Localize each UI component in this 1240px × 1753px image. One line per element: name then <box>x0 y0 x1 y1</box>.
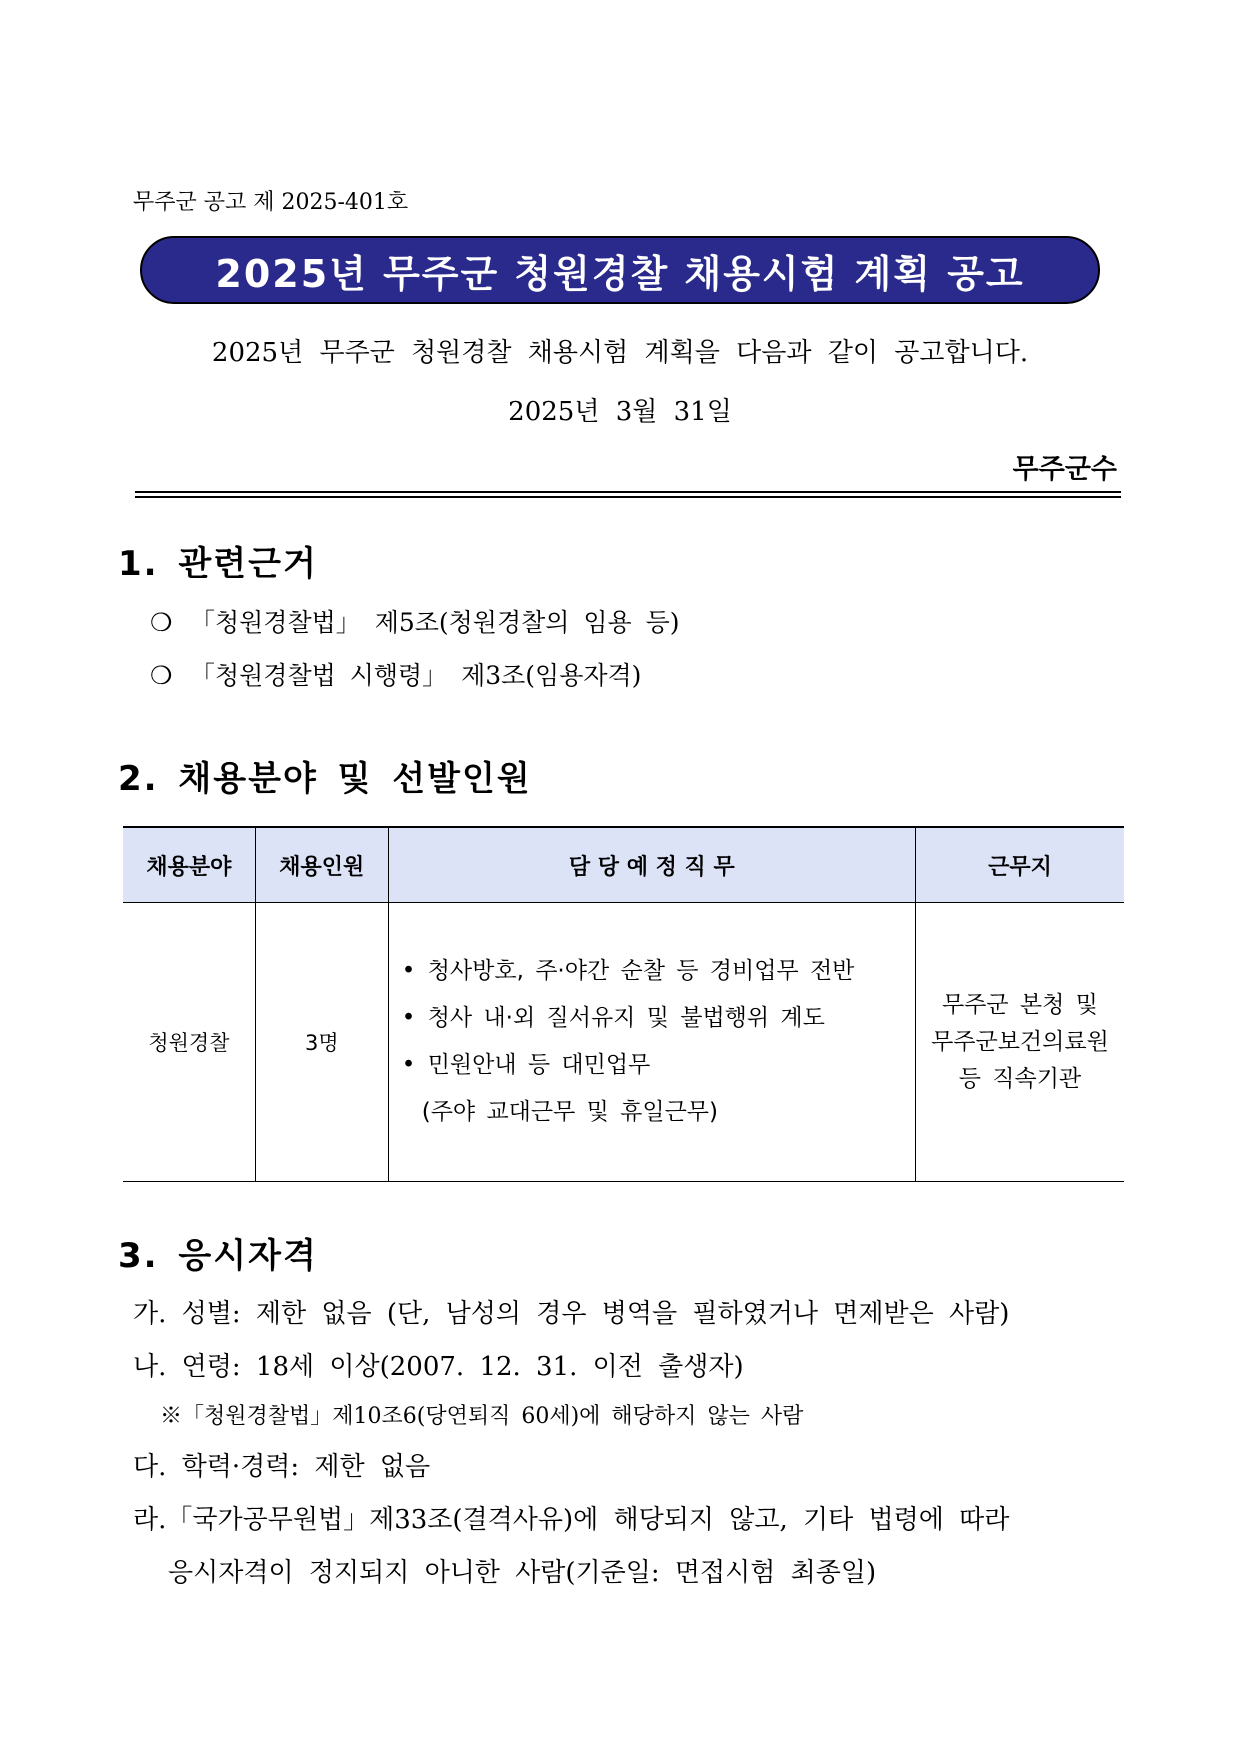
dot-bullet-icon: • <box>401 1052 416 1078</box>
dot-bullet-icon: • <box>401 958 416 984</box>
list-item: • 청사방호, 주·야간 순찰 등 경비업무 전반 <box>402 948 914 995</box>
qualification-disqualification-cont: 응시자격이 정지되지 아니한 사람(기준일: 면접시험 최종일) <box>168 1558 877 1588</box>
qualification-education: 다. 학력·경력: 제한 없음 <box>133 1452 431 1482</box>
dot-bullet-icon: • <box>401 1005 416 1031</box>
qualification-gender: 가. 성별: 제한 없음 (단, 남성의 경우 병역을 필하였거나 면제받은 사람) <box>133 1299 1010 1329</box>
workplace-line: 등 직속기관 <box>958 1065 1082 1092</box>
intro-text: 2025년 무주군 청원경찰 채용시험 계획을 다음과 같이 공고합니다. <box>211 338 1029 368</box>
table-row <box>123 903 1124 1182</box>
notice-number: 무주군 공고 제 2025-401호 <box>133 190 409 215</box>
header-duties: 담 당 예 정 직 무 <box>388 827 915 903</box>
issuer: 무주군수 <box>1012 454 1117 485</box>
qualification-age: 나. 연령: 18세 이상(2007. 12. 31. 이전 출생자) <box>133 1352 744 1382</box>
basis-item-1 <box>150 603 680 639</box>
section-2-heading: 2. 채용분야 및 선발인원 <box>118 759 532 799</box>
divider-bottom <box>135 496 1121 498</box>
qualification-age-note: ※「청원경찰법」제10조6(당연퇴직 60세)에 해당하지 않는 사람 <box>160 1404 804 1429</box>
header-workplace: 근무지 <box>915 827 1124 903</box>
duty-note: (주야 교대근무 및 휴일근무) <box>421 1099 718 1125</box>
title-banner <box>140 236 1100 304</box>
list-item: • 청사 내·외 질서유지 및 불법행위 계도 <box>402 995 914 1042</box>
notice-date: 2025년 3월 31일 <box>508 397 732 427</box>
cell-field: 청원경찰 <box>123 903 255 1182</box>
circle-bullet-icon: ❍ <box>150 608 173 637</box>
workplace-line: 무주군보건의료원 <box>931 1028 1109 1055</box>
table-header-row <box>123 827 1124 903</box>
cell-workplace <box>915 903 1124 1182</box>
page-title: 2025년 무주군 청원경찰 채용시험 계획 공고 <box>215 251 1025 296</box>
duty-list <box>390 948 914 1089</box>
section-3-heading: 3. 응시자격 <box>118 1236 318 1276</box>
cell-duties <box>388 903 915 1182</box>
cell-count: 3명 <box>255 903 388 1182</box>
basis-item-2 <box>150 656 641 692</box>
circle-bullet-icon: ❍ <box>150 661 173 690</box>
divider-top <box>135 491 1121 493</box>
section-1-heading: 1. 관련근거 <box>118 544 318 584</box>
recruitment-table <box>123 826 1124 1182</box>
basis-item-text: 「청원경찰법 시행령」 제3조(임용자격) <box>190 661 642 690</box>
header-field: 채용분야 <box>123 827 255 903</box>
list-item: • 민원안내 등 대민업무 <box>402 1042 914 1089</box>
header-count: 채용인원 <box>255 827 388 903</box>
workplace-line: 무주군 본청 및 <box>941 991 1098 1018</box>
basis-item-text: 「청원경찰법」 제5조(청원경찰의 임용 등) <box>190 608 680 637</box>
qualification-disqualification: 라.「국가공무원법」제33조(결격사유)에 해당되지 않고, 기타 법령에 따라 <box>133 1505 1010 1535</box>
